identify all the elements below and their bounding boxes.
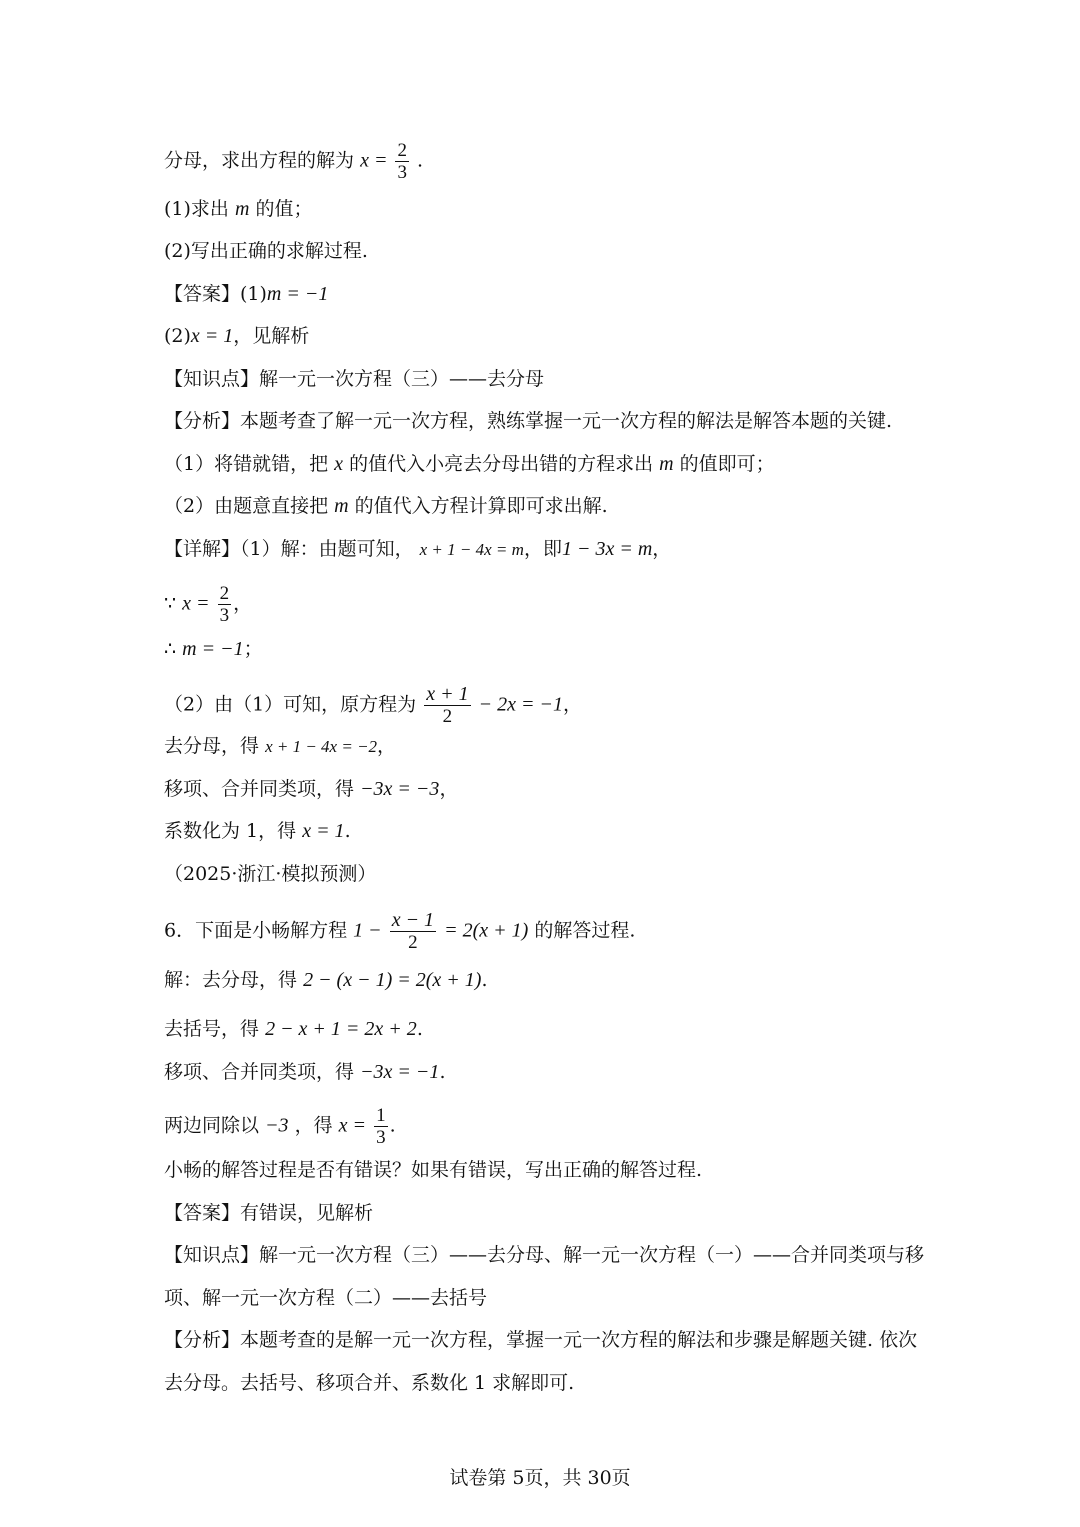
fraction-denominator: 3: [219, 605, 230, 626]
text: ，: [233, 592, 253, 615]
text: （2）由题意直接把: [164, 495, 329, 517]
variable: m: [234, 198, 250, 220]
text: 【分析】本题考查了解一元一次方程，熟练掌握一元一次方程的解法是解答本题的关键.: [164, 410, 893, 432]
line-10: [164, 536, 671, 563]
line-14: [164, 733, 396, 760]
equation: − 2x = −1: [478, 693, 564, 716]
line-5: [164, 323, 309, 349]
line-6: [164, 366, 544, 392]
text: 的值即可；: [679, 453, 775, 475]
line-26: [164, 1285, 487, 1311]
text: .: [389, 1114, 396, 1137]
equation: 1 −: [353, 919, 382, 942]
equation: x = 1: [190, 325, 234, 347]
equation: x + 1 − 4x = m: [419, 540, 524, 559]
text: （2）由（1）可知，原方程为: [164, 693, 417, 716]
text: .: [481, 969, 488, 991]
text: .: [417, 149, 424, 172]
line-19: [164, 967, 488, 993]
fraction: [390, 910, 436, 953]
text: ，: [563, 693, 583, 716]
text: 去分母，得: [164, 735, 260, 757]
line-21: [164, 1059, 445, 1085]
equation: x =: [338, 1114, 367, 1137]
equation: x = 1: [302, 820, 345, 842]
equation: x =: [360, 149, 388, 172]
equation: 2 − (x − 1) = 2(x + 1): [303, 969, 482, 991]
text: (2): [164, 325, 191, 347]
equation: x =: [182, 592, 210, 615]
equation: 2 − x + 1 = 2x + 2: [265, 1018, 417, 1040]
variable: m: [334, 495, 349, 517]
text: 移项、合并同类项，得: [164, 778, 355, 800]
line-15: [164, 776, 458, 802]
text: 【知识点】解一元一次方程（三）——去分母、解一元一次方程（一）——合并同类项与移: [164, 1244, 925, 1266]
equation: x + 1 − 4x = −2: [265, 737, 378, 756]
equation: −3: [265, 1114, 289, 1137]
text: ∴: [164, 638, 177, 660]
text: 6．下面是小畅解方程: [164, 919, 348, 942]
text: ，: [439, 778, 459, 800]
text: .: [416, 1018, 423, 1040]
text: ，得: [294, 1114, 333, 1137]
equation: −3x = −3: [360, 778, 440, 800]
text: 去括号，得: [164, 1018, 260, 1040]
text: 的值代入方程计算即可求出解.: [354, 495, 608, 517]
text: 【分析】本题考查的是解一元一次方程，掌握一元一次方程的解法和步骤是解题关键. 依次: [164, 1329, 918, 1351]
line-11: [164, 583, 252, 626]
text: .: [344, 820, 351, 842]
text: (1)求出: [164, 198, 229, 220]
line-4: [164, 281, 328, 307]
text: ∵: [164, 592, 177, 615]
fraction-denominator: 3: [376, 1127, 386, 1148]
text: 的解答过程.: [534, 919, 636, 942]
text: ，见解析: [233, 325, 310, 347]
text: 分母，求出方程的解为: [164, 149, 355, 172]
line-24: [164, 1200, 373, 1226]
equation: = 2(x + 1): [444, 919, 529, 942]
fraction-denominator: 2: [408, 932, 418, 953]
equation: m = −1: [182, 638, 244, 660]
fraction: [374, 1105, 388, 1148]
fraction-numerator: 2: [219, 583, 230, 604]
text: 【知识点】解一元一次方程（三）——去分母: [164, 368, 545, 390]
source-tag: [164, 861, 376, 887]
line-13: [164, 684, 582, 727]
text: ；: [243, 638, 263, 660]
line-27: [164, 1327, 917, 1353]
line-1: [164, 140, 423, 183]
question-6: [164, 910, 635, 953]
variable: x: [334, 453, 344, 475]
text: 的值；: [255, 198, 313, 220]
text: 的值代入小亮去分母出错的方程求出: [349, 453, 654, 475]
text: 【详解】（1）解：由题可知，: [164, 538, 414, 560]
fraction: [218, 583, 232, 626]
text: 去分母。去括号、移项合并、系数化 1 求解即可.: [164, 1372, 575, 1394]
fraction-denominator: 3: [397, 162, 407, 183]
line-20: [164, 1016, 423, 1042]
text: （2025·浙江·模拟预测）: [164, 863, 377, 885]
line-12: [164, 636, 263, 662]
equation: −3x = −1: [360, 1061, 440, 1083]
text: .: [439, 1061, 446, 1083]
fraction-numerator: x − 1: [391, 909, 435, 931]
text: （1）将错就错，把: [164, 453, 329, 475]
text: 项、解一元一次方程（二）——去括号: [164, 1287, 488, 1309]
variable: m: [659, 453, 674, 475]
fraction-denominator: 2: [442, 706, 453, 727]
text: 解：去分母，得: [164, 969, 298, 991]
fraction: [424, 684, 470, 727]
fraction-numerator: 1: [376, 1105, 386, 1126]
line-2: [164, 196, 312, 222]
text: 移项、合并同类项，得: [164, 1061, 355, 1083]
line-8: [164, 451, 775, 477]
page-footer: 试卷第 5页，共 30页: [449, 1467, 631, 1489]
text: 【答案】(1): [164, 283, 267, 305]
equation: 1 − 3x = m: [561, 538, 653, 560]
equation: m = −1: [266, 283, 329, 305]
fraction-numerator: x + 1: [426, 683, 469, 705]
fraction-numerator: 2: [397, 140, 407, 161]
line-16: [164, 818, 351, 844]
text: (2)写出正确的求解过程.: [164, 240, 368, 262]
text: ，: [377, 735, 397, 757]
text: 系数化为 1，得: [164, 820, 297, 842]
line-28: [164, 1370, 574, 1396]
text: 两边同除以: [164, 1114, 260, 1137]
line-22: [164, 1105, 396, 1148]
text: ，: [652, 538, 672, 560]
line-3: [164, 238, 368, 264]
text: 小畅的解答过程是否有错误？如果有错误，写出正确的解答过程.: [164, 1159, 703, 1181]
fraction: [395, 140, 409, 183]
text: ，即: [523, 538, 562, 560]
text: 【答案】有错误，见解析: [164, 1202, 374, 1224]
line-9: [164, 493, 608, 519]
line-23: [164, 1157, 702, 1183]
line-7: [164, 408, 892, 434]
line-25: [164, 1242, 924, 1268]
